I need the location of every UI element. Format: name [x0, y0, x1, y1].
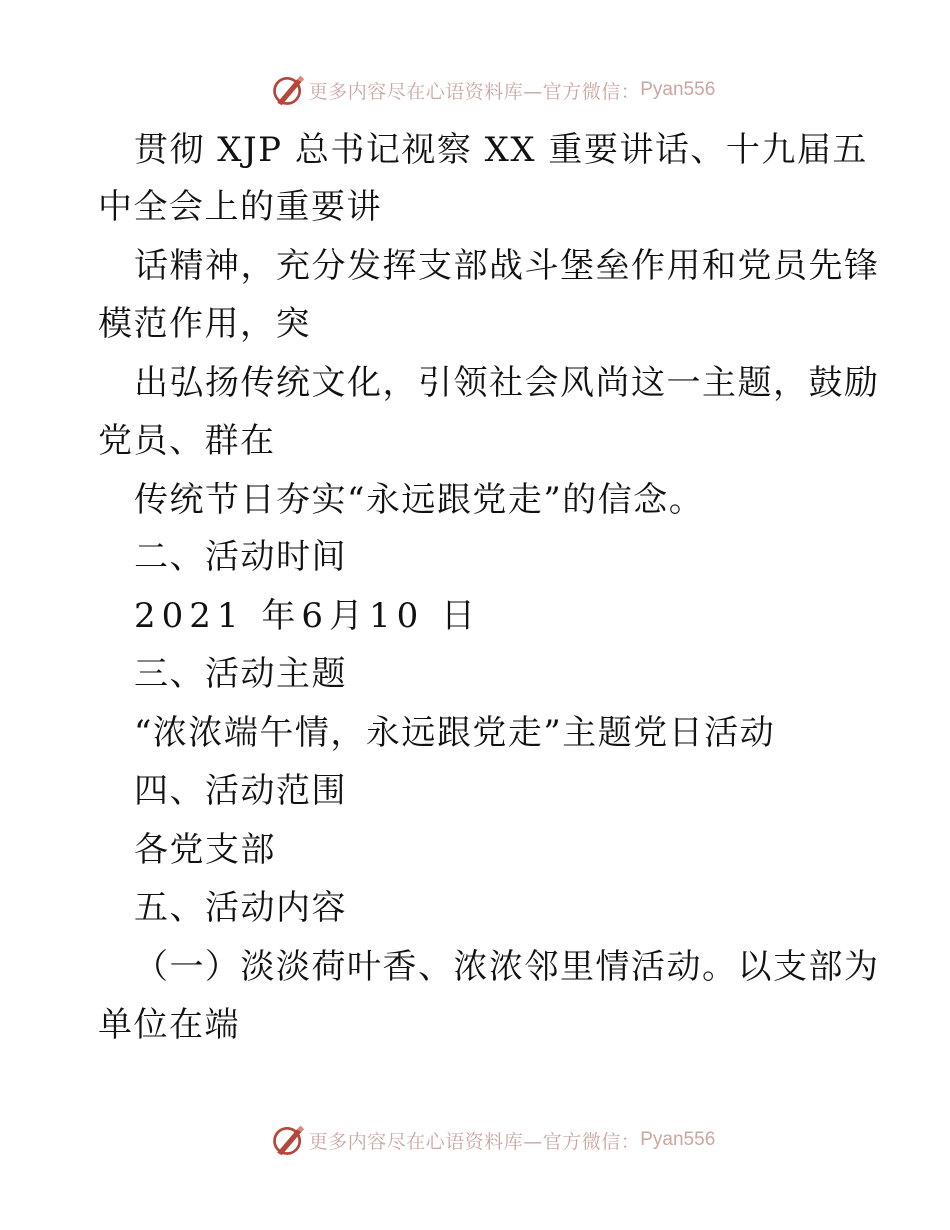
- header-watermark: [0, 70, 950, 110]
- section-heading: 四、活动范围: [134, 771, 347, 811]
- watermark-text: 更多内容尽在心语资料库—官方微信：: [308, 1130, 641, 1153]
- section-heading: 五、活动内容: [134, 888, 347, 928]
- activity-theme: “浓浓端午情，永远跟党走”主题党日活动: [134, 713, 776, 753]
- body-line: 话精神，充分发挥支部战斗堡垒作用和党员先锋: [134, 246, 880, 286]
- footer-watermark: [0, 1120, 950, 1160]
- pen-in-circle-icon: [269, 72, 307, 108]
- body-line: （一）淡淡荷叶香、浓浓邻里情活动。以支部为: [134, 947, 880, 987]
- watermark-wechat-id: Pyan556: [640, 1129, 716, 1150]
- watermark-text: 更多内容尽在心语资料库—官方微信：: [308, 80, 641, 103]
- body-line: 单位在端: [98, 1005, 240, 1045]
- body-line: 传统节日夯实“永远跟党走”的信念。: [134, 480, 705, 520]
- body-line: 出弘扬传统文化，引领社会风尚这一主题，鼓励: [134, 363, 880, 403]
- body-line: 党员、群在: [98, 421, 276, 461]
- body-line: 贯彻 XJP 总书记视察 XX 重要讲话、十九届五: [134, 130, 868, 170]
- body-line: 模范作用，突: [98, 304, 311, 344]
- section-heading: 三、活动主题: [134, 654, 347, 694]
- activity-date: 2021 年6月10 日: [134, 596, 482, 636]
- section-heading: 二、活动时间: [134, 537, 347, 577]
- pen-in-circle-icon: [269, 1122, 307, 1158]
- body-line: 各党支部: [134, 830, 276, 870]
- watermark-wechat-id: Pyan556: [640, 79, 716, 100]
- body-line: 中全会上的重要讲: [98, 187, 382, 227]
